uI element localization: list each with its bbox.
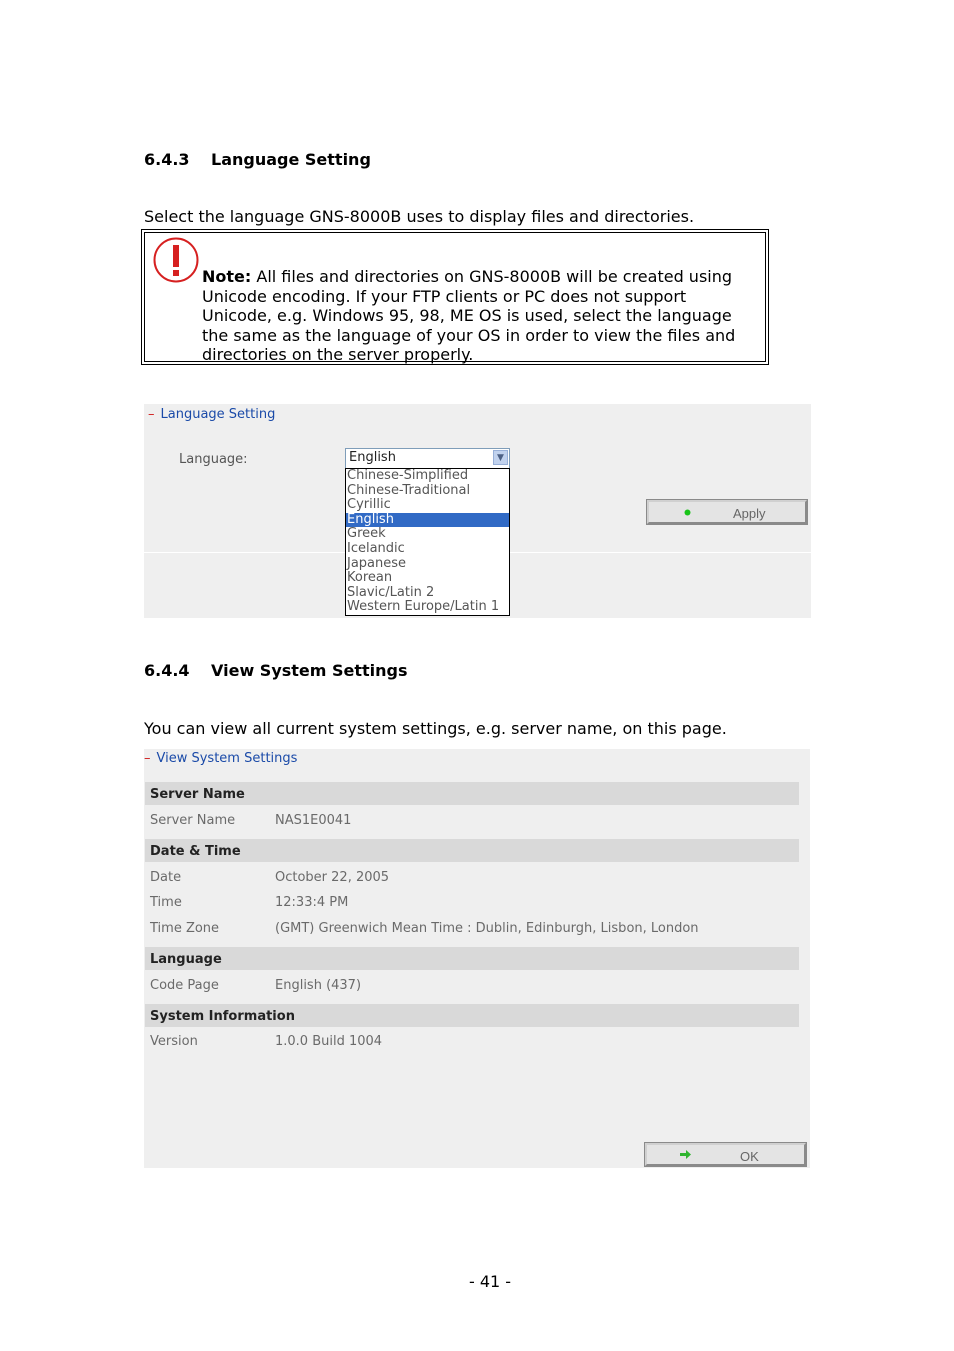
language-intro-text: Select the language GNS-8000B uses to display files and directories.	[144, 207, 695, 226]
row-value: English (437)	[275, 978, 362, 993]
section-header-label: System Information	[150, 1009, 295, 1024]
language-option[interactable]: Chinese-Traditional	[347, 482, 471, 498]
note-body: All files and directories on GNS-8000B will be created using Unicode encoding. If your FTP clients or PC does not support Unicode, e.g. Windows 95, 98, ME OS is used, select the language the same as the language of your OS in order to view the files and directories on the server properly.	[202, 267, 736, 364]
language-option[interactable]: Korean	[347, 570, 393, 586]
green-dot-icon	[684, 509, 691, 516]
page-number: - 41 -	[468, 1272, 512, 1291]
section-header-language	[145, 947, 799, 970]
system-panel-title[interactable]	[144, 751, 297, 766]
section-header-server-name	[145, 782, 799, 805]
ok-button[interactable]	[645, 1143, 806, 1166]
section-header-date-time	[145, 839, 799, 862]
row-value: (GMT) Greenwich Mean Time : Dublin, Edinburgh, Lisbon, London	[275, 921, 699, 936]
chevron-down-icon[interactable]: ▼	[493, 450, 508, 465]
language-option[interactable]: Chinese-Simplified	[347, 468, 469, 483]
apply-button[interactable]	[647, 500, 807, 524]
section-header-system-information	[145, 1004, 799, 1027]
section-header-label: Date & Time	[150, 844, 241, 859]
row-value: 12:33:4 PM	[275, 895, 349, 910]
language-option[interactable]: Slavic/Latin 2	[347, 584, 435, 600]
section-heading-system-settings	[144, 661, 408, 680]
row-label: Server Name	[150, 813, 236, 828]
row-label: Time Zone	[150, 921, 220, 936]
row-value: 1.0.0 Build 1004	[275, 1034, 383, 1049]
collapse-icon[interactable]: –	[148, 407, 155, 422]
note-text	[202, 267, 750, 365]
note-label: Note:	[202, 267, 252, 286]
note-box	[144, 232, 766, 362]
section-header-label: Server Name	[150, 787, 245, 802]
apply-button-label: Apply	[733, 506, 766, 521]
language-option[interactable]: Japanese	[347, 555, 407, 571]
section-number: 6.4.4	[144, 661, 190, 680]
language-option[interactable]: Icelandic	[347, 540, 405, 556]
row-value: October 22, 2005	[275, 870, 390, 885]
ok-button-label: OK	[740, 1149, 759, 1164]
language-option-selected[interactable]: English	[346, 513, 509, 528]
language-panel-title[interactable]	[148, 407, 275, 422]
section-title: Language Setting	[211, 150, 371, 169]
row-label: Date	[150, 870, 182, 885]
system-settings-intro-text: You can view all current system settings, e.g. server name, on this page.	[144, 719, 727, 738]
row-label: Time	[150, 895, 182, 910]
language-label: Language:	[179, 452, 248, 467]
language-dropdown-list	[345, 468, 510, 616]
language-option[interactable]: Greek	[347, 526, 386, 542]
section-number: 6.4.3	[144, 150, 190, 169]
row-label: Code Page	[150, 978, 219, 993]
language-select[interactable]	[345, 448, 510, 469]
section-title: View System Settings	[211, 661, 408, 680]
row-label: Version	[150, 1034, 198, 1049]
collapse-icon[interactable]: –	[144, 751, 151, 766]
language-panel-title-text: Language Setting	[160, 407, 276, 422]
warning-icon	[153, 237, 199, 283]
row-value: NAS1E0041	[275, 813, 352, 828]
section-header-label: Language	[150, 952, 222, 967]
arrow-right-icon	[680, 1150, 691, 1159]
section-heading-language	[144, 150, 371, 169]
language-option[interactable]: Cyrillic	[347, 497, 391, 513]
language-select-value: English	[349, 450, 396, 465]
language-option[interactable]: Western Europe/Latin 1	[347, 599, 500, 615]
system-panel-title-text: View System Settings	[156, 751, 298, 766]
